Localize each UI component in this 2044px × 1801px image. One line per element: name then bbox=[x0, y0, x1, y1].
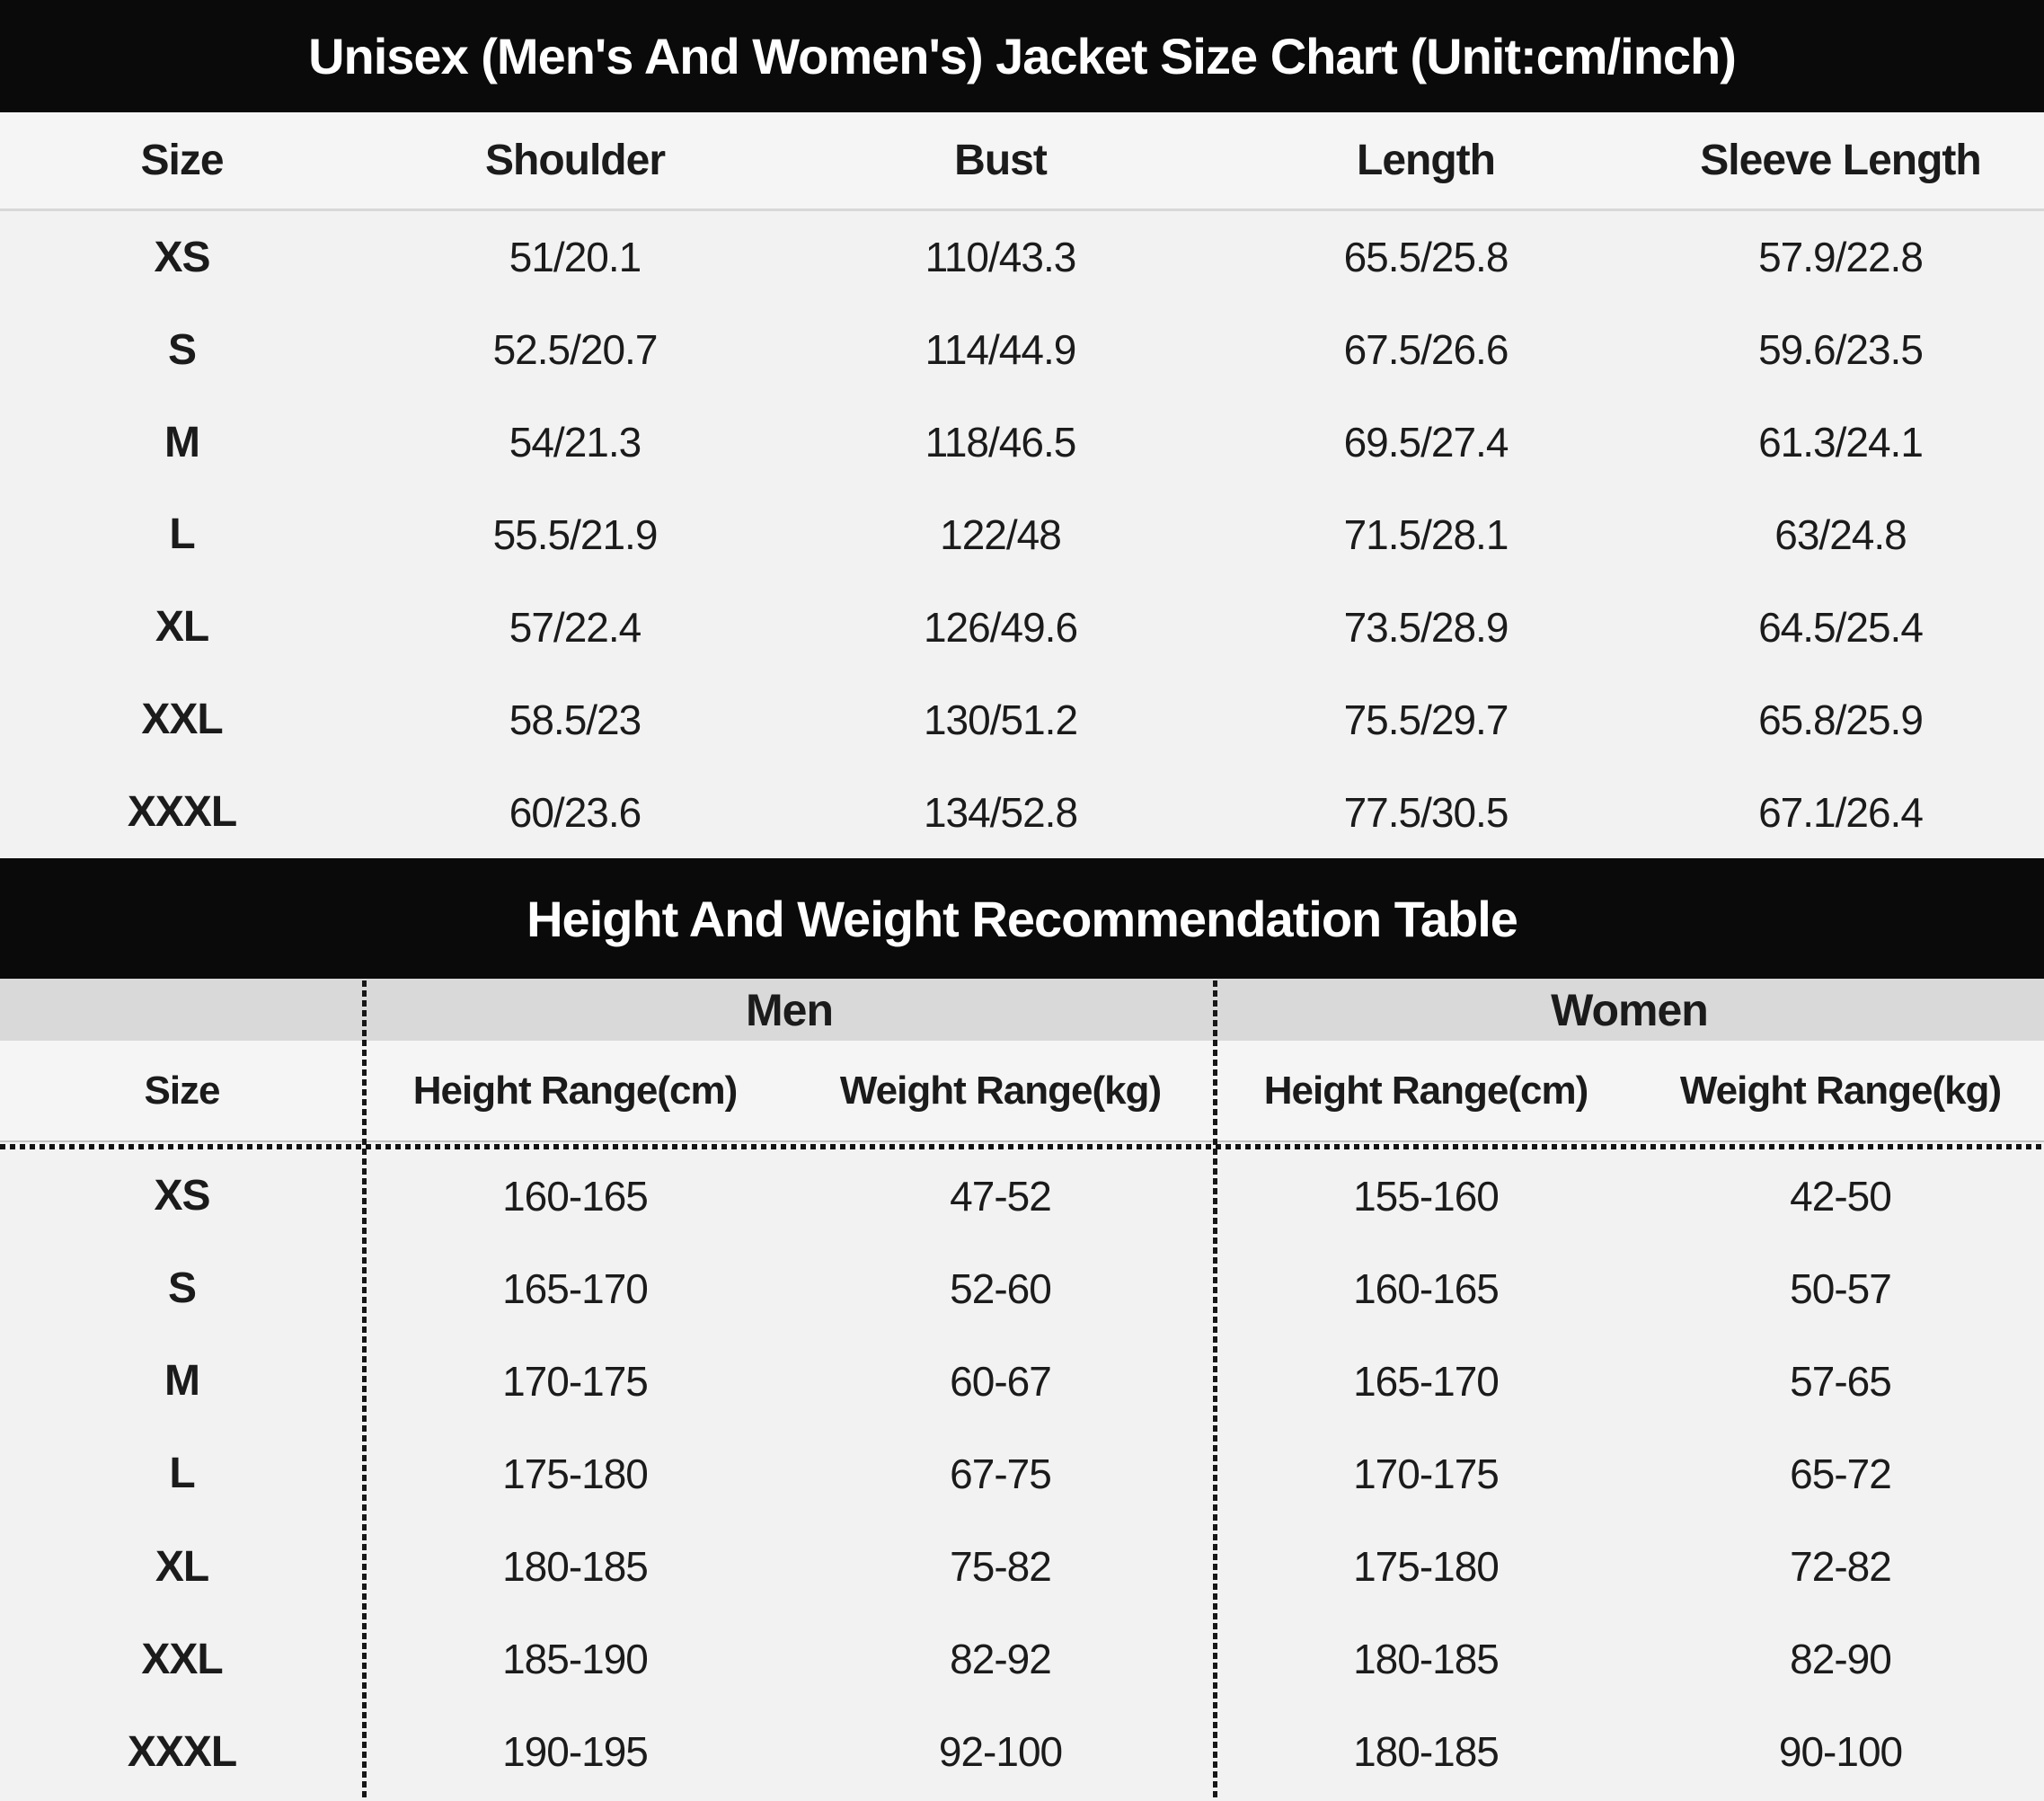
recommendation-table-body bbox=[0, 1149, 2044, 1798]
women-weight-cell: 57-65 bbox=[1790, 1357, 1891, 1405]
men-height-cell: 175-180 bbox=[502, 1450, 648, 1497]
jacket-size-chart-header-row bbox=[0, 112, 2044, 211]
length-cell: 69.5/27.4 bbox=[1343, 419, 1509, 466]
column-header-shoulder: Shoulder bbox=[484, 137, 665, 184]
women-weight-cell: 82-90 bbox=[1790, 1636, 1891, 1683]
length-cell: 73.5/28.9 bbox=[1343, 603, 1509, 651]
sleeve-length-cell: 57.9/22.8 bbox=[1758, 234, 1923, 281]
shoulder-cell: 58.5/23 bbox=[509, 696, 642, 743]
column-header-size: Size bbox=[140, 137, 224, 184]
sleeve-length-cell: 64.5/25.4 bbox=[1758, 603, 1923, 651]
sleeve-length-cell: 67.1/26.4 bbox=[1758, 788, 1923, 836]
men-height-cell: 170-175 bbox=[502, 1357, 648, 1405]
bust-cell: 122/48 bbox=[940, 510, 1061, 558]
bust-cell: 130/51.2 bbox=[923, 696, 1078, 743]
bust-cell: 118/46.5 bbox=[925, 419, 1076, 466]
gender-group-header-row bbox=[0, 979, 2044, 1041]
jacket-size-chart-body bbox=[0, 211, 2044, 858]
length-cell: 71.5/28.1 bbox=[1343, 510, 1509, 558]
size-cell: XXL bbox=[141, 696, 223, 744]
length-cell: 77.5/30.5 bbox=[1343, 788, 1509, 836]
women-weight-cell: 42-50 bbox=[1790, 1172, 1891, 1220]
column-header-bust: Bust bbox=[954, 137, 1047, 184]
jacket-size-chart-title-bar bbox=[0, 0, 2044, 112]
group-header-women: Women bbox=[1551, 984, 1708, 1035]
size-cell: XS bbox=[154, 1172, 210, 1220]
size-cell: M bbox=[164, 418, 199, 466]
bust-cell: 110/43.3 bbox=[925, 234, 1076, 281]
length-cell: 65.5/25.8 bbox=[1343, 234, 1509, 281]
recommendation-table-title: Height And Weight Recommendation Table bbox=[526, 890, 1518, 947]
men-height-cell: 190-195 bbox=[502, 1728, 648, 1776]
size-cell: XL bbox=[155, 1542, 209, 1591]
men-weight-cell: 47-52 bbox=[950, 1172, 1051, 1220]
column-header-sleeve-length: Sleeve Length bbox=[1700, 137, 1981, 184]
men-weight-cell: 75-82 bbox=[950, 1543, 1051, 1591]
men-weight-cell: 82-92 bbox=[950, 1636, 1051, 1683]
sleeve-length-cell: 59.6/23.5 bbox=[1758, 326, 1923, 374]
length-cell: 75.5/29.7 bbox=[1343, 696, 1509, 743]
group-header-spacer bbox=[0, 979, 364, 1041]
women-height-cell: 175-180 bbox=[1353, 1543, 1499, 1591]
women-height-cell: 170-175 bbox=[1353, 1450, 1499, 1497]
jacket-size-chart-title: Unisex (Men's And Women's) Jacket Size Chart (Unit:cm/inch) bbox=[308, 28, 1736, 84]
size-cell: S bbox=[167, 1264, 196, 1313]
bust-cell: 126/49.6 bbox=[923, 603, 1078, 651]
shoulder-cell: 52.5/20.7 bbox=[492, 326, 658, 374]
men-weight-cell: 92-100 bbox=[938, 1728, 1063, 1776]
women-weight-cell: 90-100 bbox=[1778, 1728, 1903, 1776]
sleeve-length-cell: 63/24.8 bbox=[1774, 510, 1907, 558]
dashed-column-divider bbox=[1213, 980, 1217, 1801]
size-cell: S bbox=[167, 325, 196, 374]
size-cell: XXL bbox=[141, 1635, 223, 1683]
recommendation-header-row bbox=[0, 1041, 2044, 1140]
women-height-cell: 165-170 bbox=[1353, 1357, 1499, 1405]
group-header-men: Men bbox=[746, 984, 833, 1035]
column-header-men-weight-range: Weight Range(kg) bbox=[839, 1068, 1162, 1113]
column-header-women-weight-range: Weight Range(kg) bbox=[1679, 1068, 2002, 1113]
size-cell: L bbox=[169, 510, 195, 559]
women-weight-cell: 50-57 bbox=[1790, 1264, 1891, 1312]
shoulder-cell: 55.5/21.9 bbox=[492, 510, 658, 558]
bust-cell: 114/44.9 bbox=[925, 326, 1076, 374]
women-weight-cell: 72-82 bbox=[1790, 1543, 1891, 1591]
men-height-cell: 160-165 bbox=[502, 1172, 648, 1220]
dashed-column-divider bbox=[362, 980, 367, 1801]
men-weight-cell: 67-75 bbox=[950, 1450, 1051, 1497]
women-height-cell: 180-185 bbox=[1353, 1728, 1499, 1776]
women-height-cell: 160-165 bbox=[1353, 1264, 1499, 1312]
women-height-cell: 155-160 bbox=[1353, 1172, 1499, 1220]
dotted-header-separator bbox=[0, 1140, 2044, 1149]
women-weight-cell: 65-72 bbox=[1790, 1450, 1891, 1497]
length-cell: 67.5/26.6 bbox=[1343, 326, 1509, 374]
column-header-size: Size bbox=[144, 1068, 220, 1113]
men-height-cell: 180-185 bbox=[502, 1543, 648, 1591]
size-cell: M bbox=[164, 1357, 199, 1406]
bust-cell: 134/52.8 bbox=[923, 788, 1078, 836]
size-cell: XS bbox=[154, 233, 210, 281]
recommendation-table-title-bar bbox=[0, 858, 2044, 979]
size-cell: XXXL bbox=[127, 1727, 237, 1776]
shoulder-cell: 51/20.1 bbox=[509, 234, 642, 281]
sleeve-length-cell: 61.3/24.1 bbox=[1758, 419, 1923, 466]
size-cell: XL bbox=[155, 603, 209, 652]
shoulder-cell: 60/23.6 bbox=[509, 788, 642, 836]
men-weight-cell: 52-60 bbox=[950, 1264, 1051, 1312]
men-height-cell: 165-170 bbox=[502, 1264, 648, 1312]
column-header-women-height-range: Height Range(cm) bbox=[1263, 1068, 1588, 1113]
shoulder-cell: 54/21.3 bbox=[509, 419, 642, 466]
men-weight-cell: 60-67 bbox=[950, 1357, 1051, 1405]
size-cell: L bbox=[169, 1450, 195, 1498]
size-cell: XXXL bbox=[127, 788, 237, 837]
column-header-men-height-range: Height Range(cm) bbox=[412, 1068, 738, 1113]
women-height-cell: 180-185 bbox=[1353, 1636, 1499, 1683]
sleeve-length-cell: 65.8/25.9 bbox=[1758, 696, 1923, 743]
column-header-length: Length bbox=[1357, 137, 1495, 184]
men-height-cell: 185-190 bbox=[502, 1636, 648, 1683]
shoulder-cell: 57/22.4 bbox=[509, 603, 642, 651]
